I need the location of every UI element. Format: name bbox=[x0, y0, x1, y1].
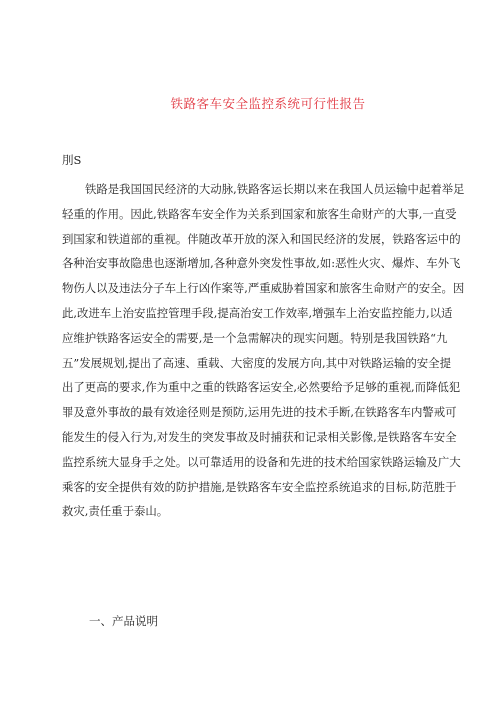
section-heading: 一、产品说明 bbox=[89, 614, 158, 628]
paragraph-line: 罪及意外事故的最有效途径则是预防,运用先进的技术手断,在铁路客车内警戒可 bbox=[62, 405, 457, 420]
paragraph-line: 监控系统大显身手之处。以可靠适用的设备和先进的技术给国家铁路运输及广大 bbox=[62, 454, 461, 469]
paragraph-line: 铁路是我国国民经济的大动脉,铁路客运长期以来在我国人员运输中起着举足 bbox=[85, 182, 465, 196]
body-paragraph bbox=[62, 177, 465, 524]
preface-heading: 刖S bbox=[62, 153, 82, 167]
paragraph-line: 乘客的安全提供有效的防护措施,是铁路客车安全监控系统追求的目标,防范胜于 bbox=[62, 479, 457, 494]
paragraph-line: 此,改进车上治安监控管理手段,提高治安工作效率,增强车上治安监控能力,以适 bbox=[62, 305, 453, 320]
paragraph-line: 轻重的作用。因此,铁路客车安全作为关系到国家和旅客生命财产的大事,一直受 bbox=[62, 206, 457, 221]
paragraph-line: 到国家和铁道部的重视。伴随改革开放的深入和国民经济的发展，铁路客运中的 bbox=[62, 231, 461, 246]
paragraph-line: 五”发展规划,提出了高速、重载、大密度的发展方向,其中对铁路运输的安全提 bbox=[62, 355, 451, 370]
paragraph-line: 应维护铁路客运安全的需要,是一个急需解决的现实问题。特别是我国铁路“九 bbox=[62, 330, 448, 345]
paragraph-line: 物伤人以及违法分子车上行凶作案等,严重威胁着国家和旅客生命财产的安全。因 bbox=[62, 281, 465, 296]
paragraph-line: 能发生的侵入行为,对发生的突发事故及时捕获和记录相关影像,是铁路客车安全 bbox=[62, 429, 457, 444]
paragraph-line: 救灾,责任重于泰山。 bbox=[62, 504, 169, 519]
paragraph-line: 出了更高的要求,作为重中之重的铁路客运安全,必然要给予足够的重视,而降低犯 bbox=[62, 380, 461, 395]
paragraph-line: 各种治安事故隐患也逐渐增加,各种意外突发性事故,如:恶性火灾、爆炸、车外飞 bbox=[62, 256, 461, 271]
document-title: 铁路客车安全监控系统可行性报告 bbox=[170, 96, 366, 111]
